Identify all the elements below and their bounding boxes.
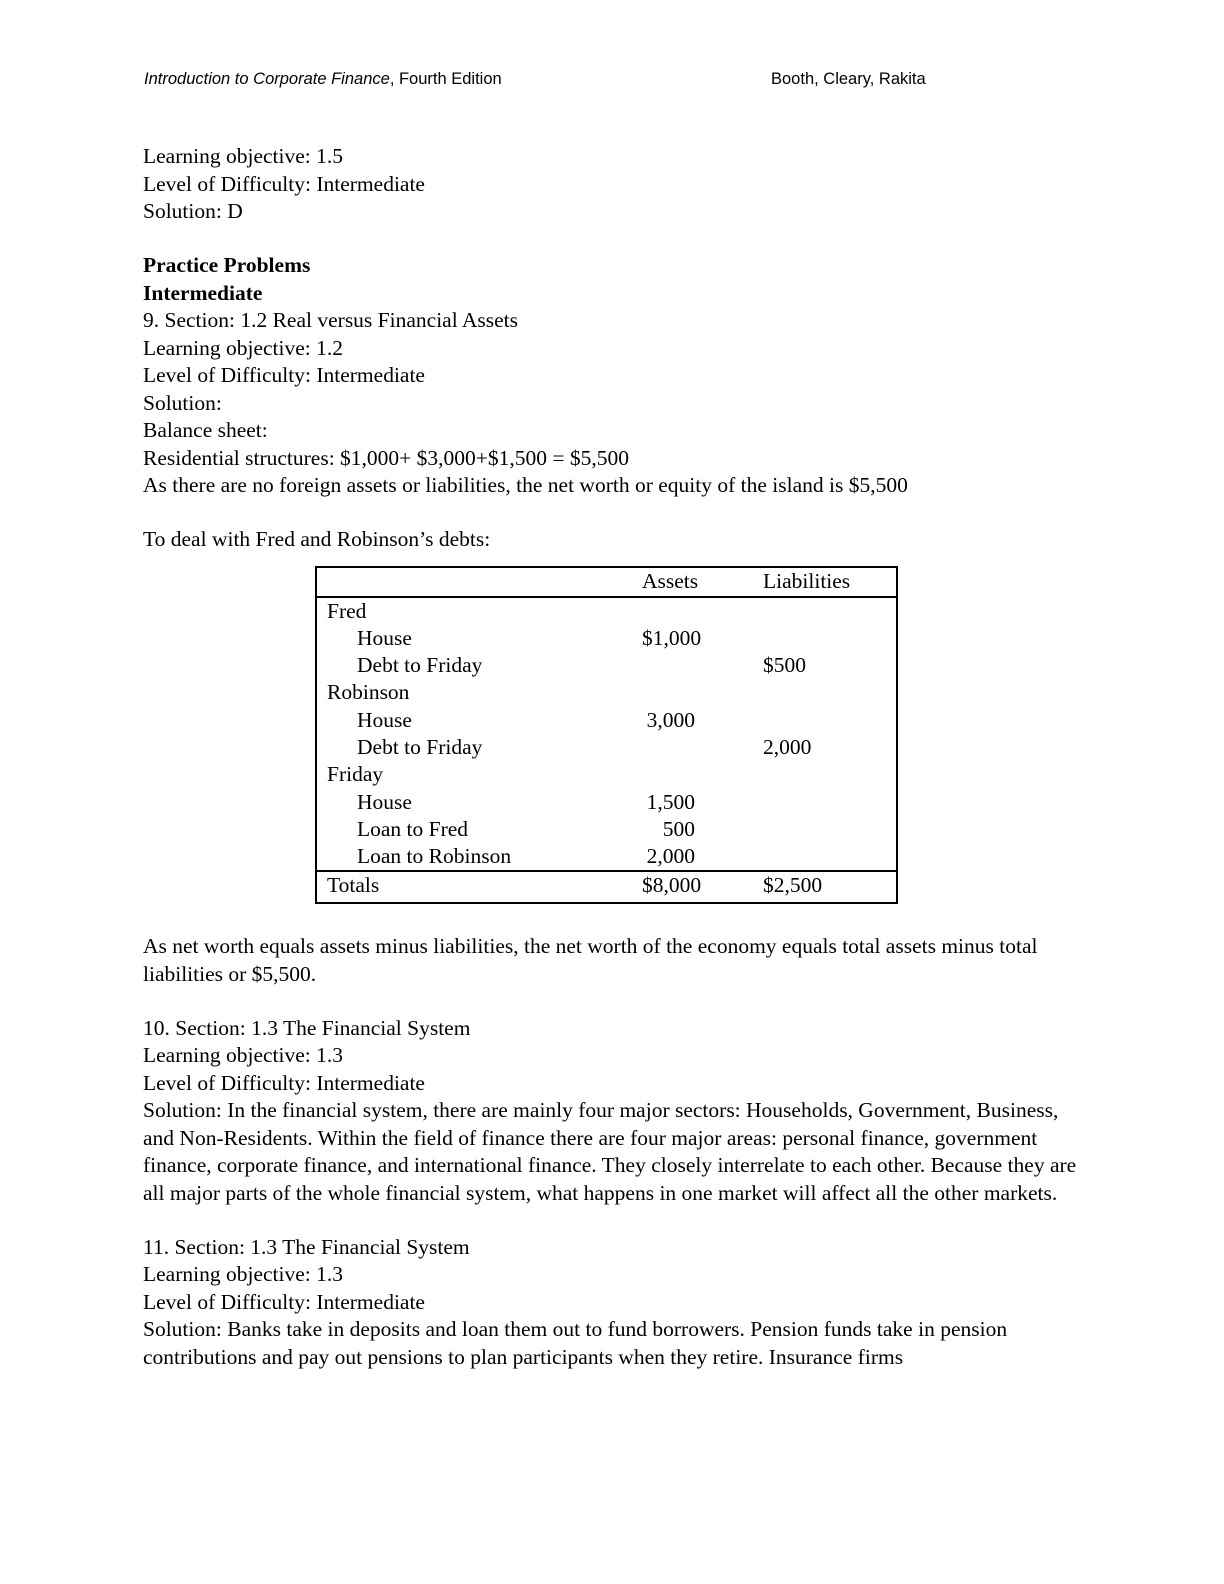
- table-row: [317, 598, 896, 625]
- problem-11-difficulty: Level of Difficulty: Intermediate: [143, 1289, 425, 1314]
- book-edition: , Fourth Edition: [389, 70, 502, 88]
- table-row: [317, 789, 896, 816]
- line-item-label: House: [357, 789, 412, 814]
- line-item-label: House: [357, 625, 412, 650]
- table-row: [317, 761, 896, 788]
- assets-cell: [642, 816, 695, 844]
- problem-9-solution-label: Solution:: [143, 390, 222, 415]
- table-body: [317, 598, 896, 871]
- book-title: Introduction to Corporate Finance: [144, 70, 390, 88]
- problem-11-section: 11. Section: 1.3 The Financial System: [143, 1234, 470, 1259]
- table-header-row: [317, 568, 896, 598]
- running-header-left: [144, 70, 502, 89]
- totals-label: Totals: [327, 873, 380, 898]
- balance-sheet-label: Balance sheet:: [143, 418, 268, 442]
- difficulty-level: Level of Difficulty: Intermediate: [143, 171, 425, 196]
- line-item-label: Debt to Friday: [357, 734, 483, 759]
- assets-value: 1,500: [646, 789, 695, 814]
- assets-cell: [642, 843, 695, 871]
- table-row: [317, 816, 896, 843]
- page-body: [143, 143, 1078, 1371]
- assets-value: $1,000: [642, 625, 702, 650]
- table-row: [317, 843, 896, 870]
- problem-10-learning-objective: Learning objective: 1.3: [143, 1043, 343, 1068]
- entity-label: Robinson: [327, 680, 410, 705]
- liabilities-column-header: Liabilities: [763, 568, 851, 593]
- running-header-authors: Booth, Cleary, Rakita: [771, 70, 926, 88]
- entity-label: Friday: [327, 762, 384, 787]
- assets-value: 500: [662, 816, 695, 841]
- line-item-label: Loan to Fred: [357, 816, 469, 841]
- problem-11-solution: Solution: Banks take in deposits and loan them out to fund borrowers. Pension funds take in pension contributions and pay out pensions to plan participants when they retire. Insurance firms: [143, 1317, 1008, 1369]
- assets-cell: [642, 707, 695, 735]
- balance-sheet-table: [315, 566, 898, 905]
- table-row: [317, 679, 896, 706]
- liabilities-value: $500: [763, 653, 806, 678]
- residential-structures-line: Residential structures: $1,000+ $3,000+$1,500 = $5,500: [143, 445, 630, 470]
- problem-9-section: 9. Section: 1.2 Real versus Financial Assets: [143, 308, 519, 332]
- line-item-label: Debt to Friday: [357, 653, 483, 678]
- problem-10-solution: Solution: In the financial system, there are mainly four major sectors: Households, Government, Business, and Non-Residents. Within the field of finance there are four major areas: personal finance, government finance, corporate finance, and international finance. They closely interrelate to each other. Because they are all major parts of the whole financial system, what happens in one market will affect all the other markets.: [143, 1098, 1077, 1205]
- line-item-label: House: [357, 707, 412, 732]
- net-worth-line: As there are no foreign assets or liabilities, the net worth or equity of the island is $5,500: [143, 473, 908, 497]
- net-worth-conclusion: As net worth equals assets minus liabilities, the net worth of the economy equals total assets minus total liabilities or $5,500.: [143, 934, 1038, 986]
- table-row: [317, 625, 896, 652]
- solution-answer: Solution: D: [143, 199, 243, 223]
- table-row: [317, 734, 896, 761]
- problem-9-difficulty: Level of Difficulty: Intermediate: [143, 363, 425, 387]
- line-item-label: Loan to Robinson: [357, 844, 512, 869]
- problem-11-learning-objective: Learning objective: 1.3: [143, 1262, 343, 1287]
- totals-row: [317, 870, 896, 902]
- assets-value: 3,000: [646, 707, 695, 732]
- section-heading: Practice Problems: [143, 253, 311, 277]
- learning-objective: Learning objective: 1.5: [143, 144, 343, 168]
- table-row: [317, 707, 896, 734]
- totals-liabilities: $2,500: [763, 873, 823, 898]
- assets-cell: [642, 625, 702, 653]
- assets-value: 2,000: [646, 844, 695, 869]
- totals-assets: $8,000: [642, 873, 702, 898]
- liabilities-value: 2,000: [763, 734, 812, 759]
- assets-cell: [642, 789, 695, 817]
- problem-10-difficulty: Level of Difficulty: Intermediate: [143, 1070, 425, 1095]
- assets-column-header: Assets: [642, 568, 699, 593]
- problem-10-section: 10. Section: 1.3 The Financial System: [143, 1015, 471, 1040]
- section-subheading: Intermediate: [143, 280, 263, 305]
- table-row: [317, 652, 896, 679]
- problem-9-learning-objective: Learning objective: 1.2: [143, 335, 343, 360]
- debts-intro: To deal with Fred and Robinson’s debts:: [143, 527, 491, 551]
- entity-label: Fred: [327, 598, 367, 623]
